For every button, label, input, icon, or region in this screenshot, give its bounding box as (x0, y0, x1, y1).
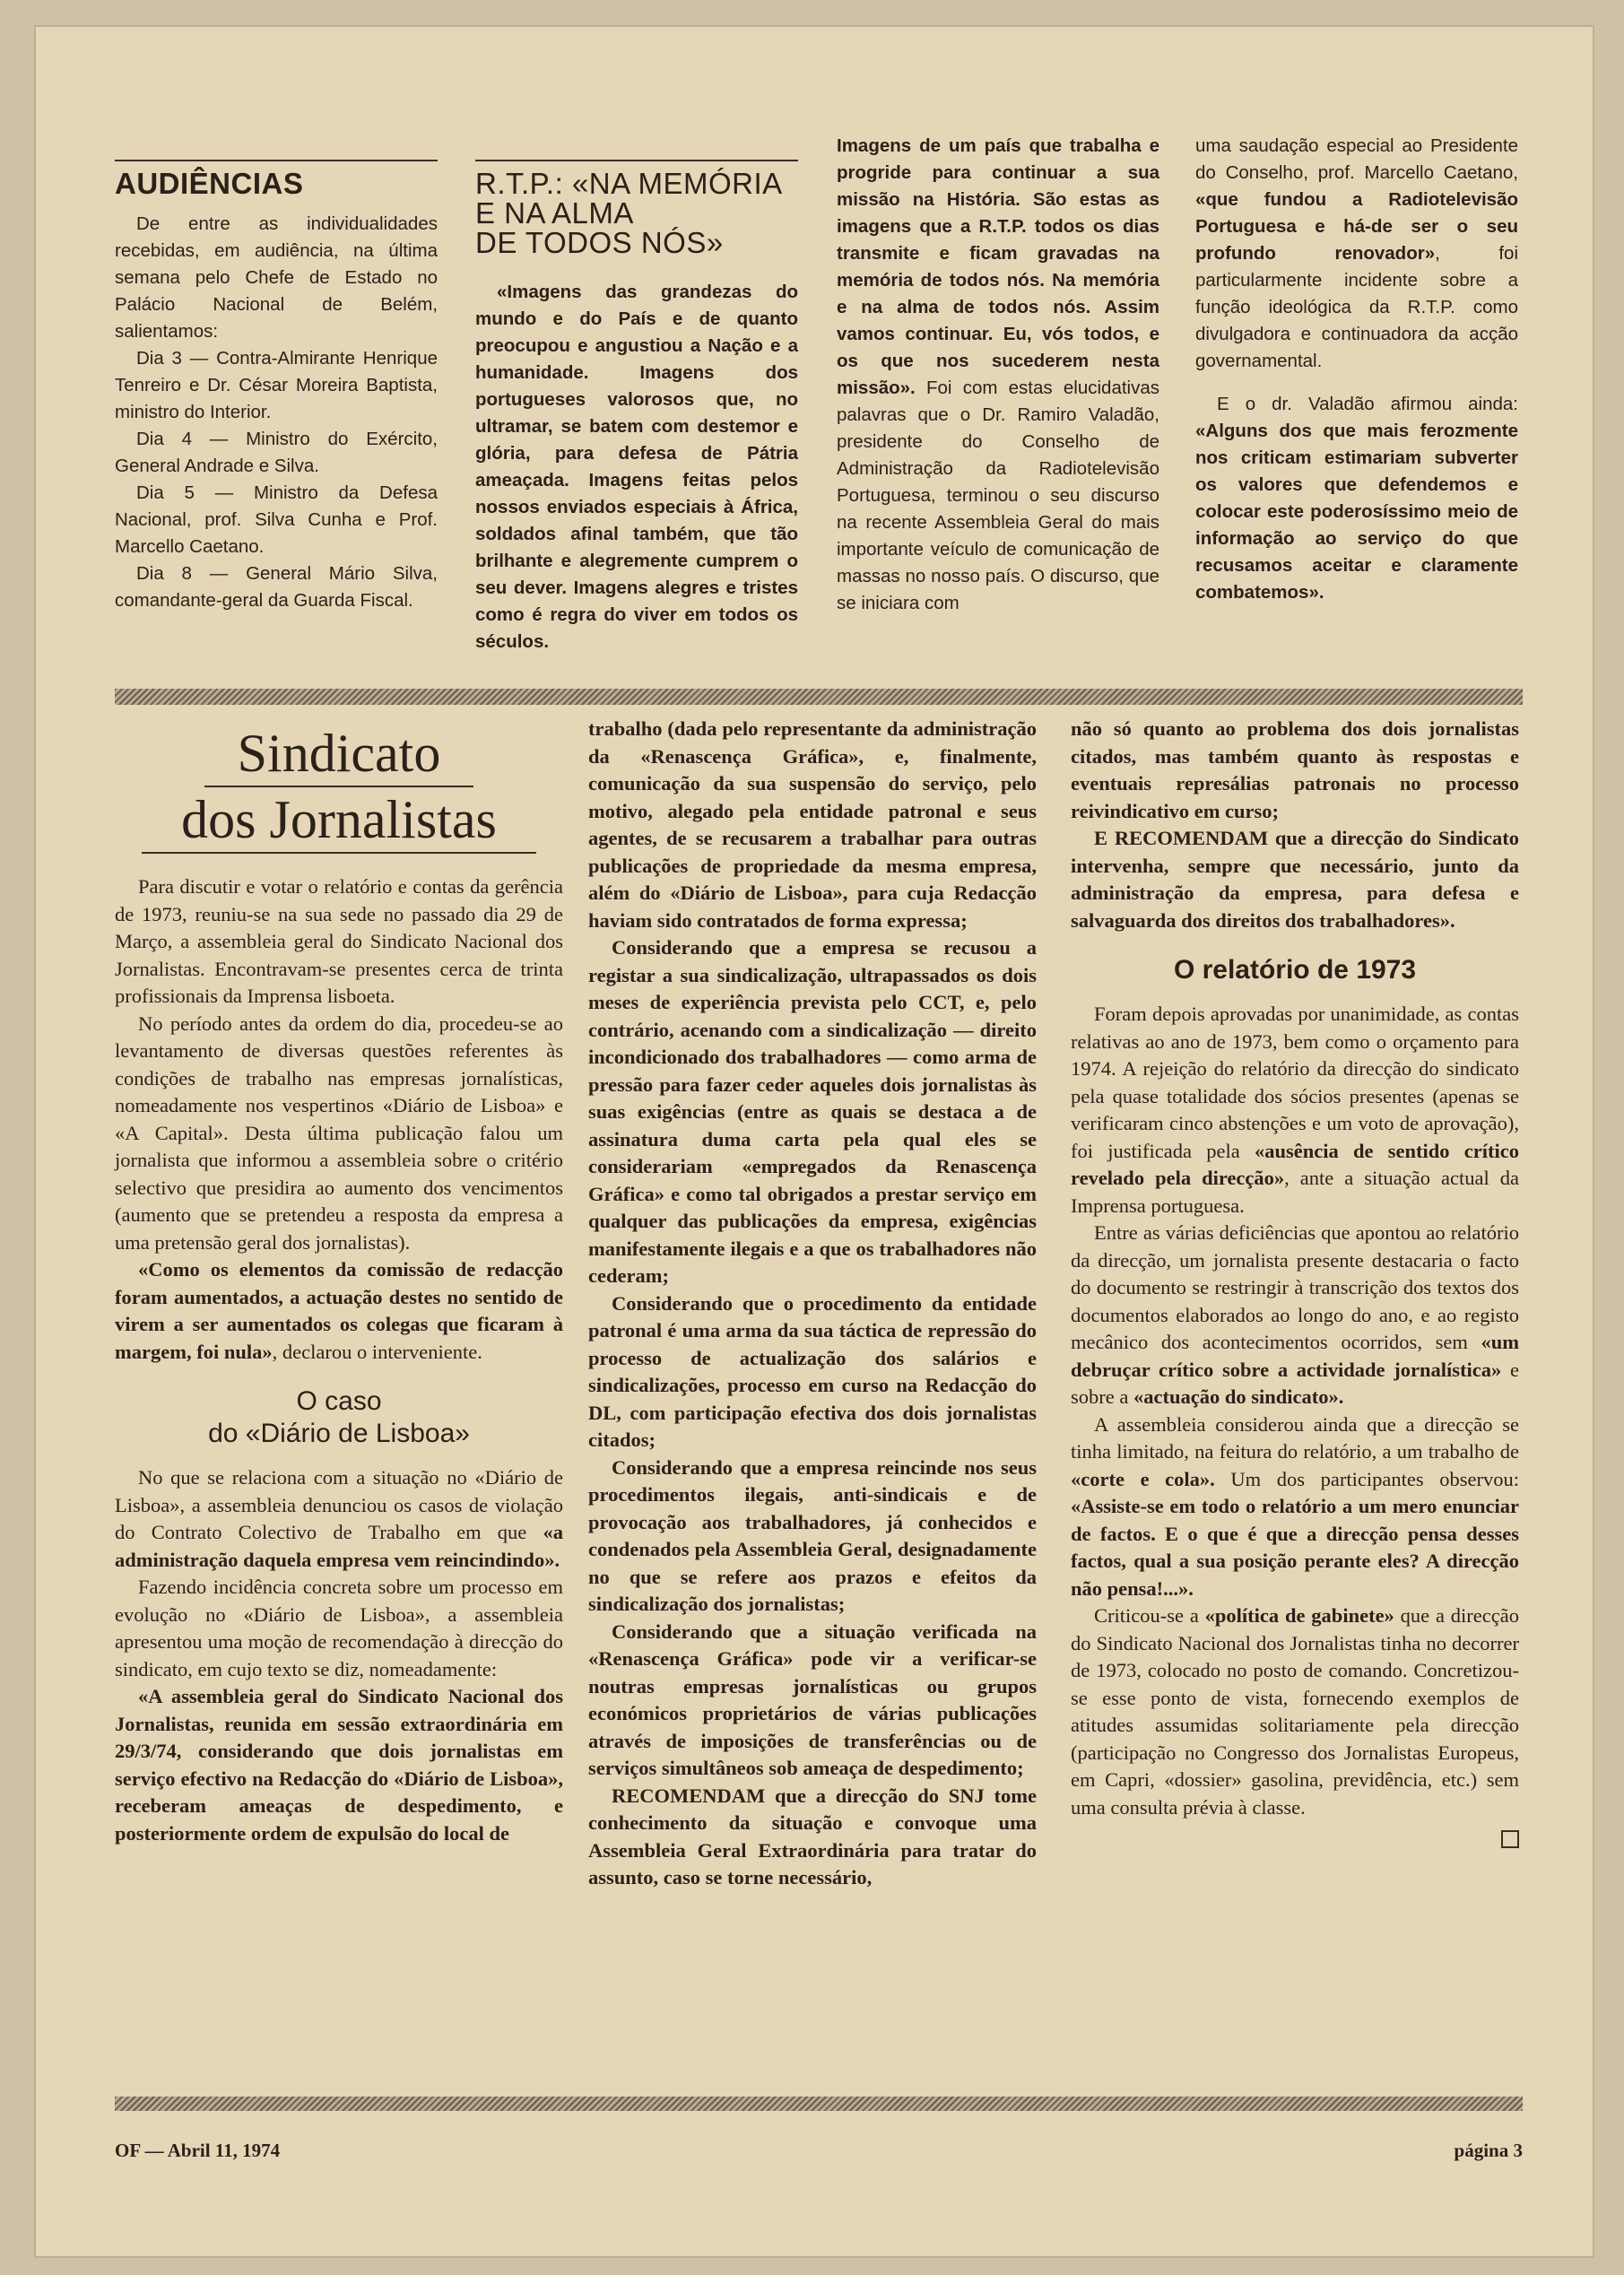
article-paragraph: Para discutir e votar o relatório e contas da gerência de 1973, reuniu-se na sua sede no passado dia 29 de Março, a assembleia geral do Sindicato Nacional dos Jornalistas. Encontravam-se presentes cerca de trinta profissionais da Imprensa lisboeta. (115, 875, 563, 1007)
footer-separator (115, 2097, 1523, 2111)
audiencias-intro: De entre as individualidades recebidas, em audiência, na última semana pelo Chefe de Estado no Palácio Nacional de Belém, salientamos: (115, 213, 438, 342)
text: que a direcção do Sindicato Nacional dos Jornalistas tinha no decorrer de 1973, colocado no posto de comando. Concretizou-se esse ponto de vista, fornecendo exemplos de atitudes assumidas solitariamente pela direcção (participação no Congresso dos Jornalistas Europeus, em Capri, «dossier» gasolina, previdência, etc.) sem uma consulta prévia à classe. (1071, 1604, 1519, 1819)
article-paragraph (115, 1256, 563, 1366)
article-paragraph (1071, 1602, 1519, 1821)
quote: «corte e cola». (1071, 1467, 1215, 1490)
title-rule (204, 786, 473, 787)
rtp-end-text: , foi particularmente incidente sobre a função ideológica da R.T.P. como divulgadora e continuadora da acção governamental. (1195, 243, 1518, 371)
rtp-end-paragraph (1195, 133, 1518, 375)
motion-text: trabalho (dada pelo representante da administração da «Renascença Gráfica», e, finalmente, comunicação da sua suspensão do serviço, pelo motivo, alegado pela entidade patronal e seus agentes, de se recusarem a trabalhar para outras publicações de propriedade da mesma empresa, além do «Diário de Lisboa», para cuja Redacção haviam sido contratados de forma expressa; (588, 717, 1037, 932)
rtp-final-paragraph (1195, 391, 1518, 606)
audiencias-heading: AUDIÊNCIAS (115, 167, 304, 200)
subhead-line: O caso (296, 1386, 382, 1416)
page-footer (115, 2140, 1523, 2166)
column-rule (475, 160, 798, 161)
text: Entre as várias deficiências que apontou ao relatório da direcção, um jornalista presente destacaria o facto do documento se restringir à transcrição dos textos dos documentos elaborados ao longo do ano, e ao registo mecânico dos acontecimentos ocorridos, sem (1071, 1221, 1519, 1353)
end-of-article-box-icon (1501, 1830, 1519, 1848)
text: Foram depois aprovadas por unanimidade, as contas relativas ao ano de 1973, bem como o orçamento para 1974. A rejeição do relatório da direcção do sindicato pela quase totalidade dos sócios presentes (apenas se verificaram cinco abstenções e um voto de aprovação), foi justificada pela (1071, 1003, 1519, 1162)
quote: «Assiste-se em todo o relatório a um mero enunciar de factos. E o que é que a direcção pensa desses factos, qual a sua posição perante eles? A direcção não pensa!...». (1071, 1495, 1519, 1600)
subhead-relatorio: O relatório de 1973 (1173, 955, 1417, 985)
issue-date: OF — Abril 11, 1974 (115, 2140, 281, 2161)
rtp-heading-line: DE TODOS NÓS» (475, 226, 724, 259)
audiencias-item: Dia 4 — Ministro do Exército, General Andrade e Silva. (115, 429, 438, 476)
column-rule (115, 160, 438, 161)
sindicato-title (115, 725, 563, 854)
quote: «a administração daquela empresa vem reincindindo». (115, 1521, 563, 1571)
article-paragraph: No período antes da ordem do dia, procedeu-se ao levantamento de diversas questões referentes às condições de trabalho nas empresas jornalísticas, nomeadamente nos vespertinos «Diário de Lisboa» e «A Capital». Desta última publicação falou um jornalista que informou a assembleia sobre o critério selectivo que presidira ao aumento dos vencimentos (aumento que se pretendeu a resposta da empresa a uma pretensão geral dos jornalistas). (115, 1012, 563, 1254)
sindicato-article (115, 717, 1523, 2088)
section-separator (115, 689, 1523, 705)
motion-text: Considerando que a empresa se recusou a registar a sua sindicalização, ultrapassados os dois meses de experiência prevista pelo CCT, e, pelo contrário, acenando com a sindicalização — direito incondicionado dos trabalhadores — como arma de pressão para fazer ceder aqueles dois jornalistas às suas exigências (entre as quais se destaca a de assinatura duma carta pela qual eles se considerariam «empregados da Renascença Gráfica» e como tal obrigados a prestar serviço em qualquer das publicações da empresa, exigências manifestamente ilegais e a que os trabalhadores não cederam; (588, 936, 1037, 1287)
page-number: página 3 (1454, 2140, 1523, 2161)
quote: «um debruçar crítico sobre a actividade jornalística» (1071, 1331, 1519, 1381)
quote: «actuação do sindicato». (1133, 1385, 1344, 1408)
rtp-continuation-text (837, 133, 1159, 617)
text: No que se relaciona com a situação no «Diário de Lisboa», a assembleia denunciou os casos de violação do Contrato Colectivo de Trabalho em que (115, 1466, 563, 1543)
text: A assembleia considerou ainda que a direcção se tinha limitado, na feitura do relatório, a um trabalho de (1071, 1412, 1519, 1463)
rtp-heading-line: R.T.P.: «NA MEMÓRIA (475, 167, 783, 200)
title-line: dos Jornalistas (181, 790, 497, 849)
title-line: Sindicato (237, 724, 441, 783)
motion-text: Considerando que o procedimento da entidade patronal é uma arma da sua táctica de repressão do processo de actualização dos salários e sindicalizações, processo em curso na Redacção do DL, com participação efectiva dos dois jornalistas citados; (588, 1291, 1037, 1451)
subhead-caso (115, 1385, 563, 1450)
rtp-quote: «Imagens das grandezas do mundo e do País e de quanto preocupou e angustiou a Nação e a humanidade. Imagens dos portugueses valorosos que, no ultramar, se batem com destemor e glória, para defesa de Pátria ameaçada. Imagens feitas pelos nossos enviados especiais à África, soldados afinal também, que tão brilhante e alegremente cumprem o seu dever. Imagens alegres e tristes como é regra do viver em todos os séculos. (475, 282, 798, 652)
motion-text: E RECOMENDAM que a direcção do Sindicato intervenha, sempre que necessário, junto da administração da empresa, para defesa e salvaguarda dos direitos dos trabalhadores». (1071, 827, 1519, 932)
page-content (115, 133, 1523, 2195)
article-paragraph (115, 1464, 563, 1574)
audiencias-item: Dia 3 — Contra-Almirante Henrique Tenreiro e Dr. César Moreira Baptista, ministro do Interior. (115, 348, 438, 422)
rtp-final-text: E o dr. Valadão afirmou ainda: (1217, 394, 1518, 414)
rtp-end-column (1195, 133, 1518, 662)
quote: «Como os elementos da comissão de redacção foram aumentados, a actuação destes no sentido de virem a ser aumentados os colegas que ficaram à margem, foi nula» (115, 1258, 563, 1363)
text: Criticou-se a (1094, 1604, 1205, 1627)
sindicato-column-3 (1071, 716, 1519, 2079)
quote: «ausência de sentido crítico revelado pela direcção» (1071, 1139, 1519, 1189)
quote: «política de gabinete» (1204, 1604, 1394, 1627)
rtp-quote-end: Imagens de um país que trabalha e progride para continuar a sua missão na História. São estas as imagens que a R.T.P. todos os dias transmite e ficam gravadas na memória de todos nós. Na memória e na alma de todos nós. Assim vamos continuar. Eu, vós todos, e os que nos sucederem nesta missão». (837, 135, 1159, 398)
title-rule (142, 852, 536, 854)
motion-text: «A assembleia geral do Sindicato Nacional dos Jornalistas, reunida em sessão extraordinária em 29/3/74, considerando que dois jornalistas em serviço efectivo na Redacção do «Diário de Lisboa», receberam ameaças de despedimento, e posteriormente ordem de expulsão do local de (115, 1685, 563, 1845)
audiencias-item: Dia 8 — General Mário Silva, comandante-geral da Guarda Fiscal. (115, 563, 438, 611)
subhead-line: do «Diário de Lisboa» (208, 1419, 470, 1448)
motion-text: não só quanto ao problema dos dois jornalistas citados, mas também quanto às respostas e eventuais represálias patronais no processo reivindicativo em curso; (1071, 717, 1519, 822)
article-paragraph: Fazendo incidência concreta sobre um processo em evolução no «Diário de Lisboa», a assembleia apresentou uma moção de recomendação à direcção do sindicato, em cujo texto se diz, nomeadamente: (115, 1576, 563, 1680)
text: , declarou o interveniente. (272, 1340, 482, 1363)
newspaper-page (34, 25, 1594, 2258)
rtp-end-text: uma saudação especial ao Presidente do Conselho, prof. Marcello Caetano, (1195, 135, 1518, 183)
motion-text: RECOMENDAM que a direcção do SNJ tome conhecimento da situação e convoque uma Assembleia Geral Extraordinária para tratar do assunto, caso se torne necessário, (588, 1784, 1037, 1889)
text: e sobre a (1071, 1358, 1519, 1408)
sindicato-column-1 (115, 725, 563, 2088)
rtp-final-quote: «Alguns dos que mais ferozmente nos criticam estimariam subverter os valores que defendemos e colocar este poderosíssimo meio de informação ao serviço do que recusamos aceitar e claramente combatemos». (1195, 421, 1518, 603)
rtp-column (475, 160, 798, 689)
audiencias-column (115, 160, 438, 689)
rtp-heading (475, 169, 798, 257)
audiencias-item: Dia 5 — Ministro da Defesa Nacional, prof. Silva Cunha e Prof. Marcello Caetano. (115, 482, 438, 557)
text: , ante a situação actual da Imprensa portuguesa. (1071, 1167, 1519, 1217)
rtp-continuation-column (837, 133, 1159, 662)
rtp-heading-line: E NA ALMA (475, 196, 634, 230)
top-section (115, 135, 1523, 689)
article-paragraph (1071, 1220, 1519, 1411)
motion-text: Considerando que a empresa reincinde nos seus procedimentos ilegais, anti-sindicais e de provocação aos trabalhadores, já conhecidos e condenados pela Assembleia Geral, designadamente no que se refere aos prazos e efeitos da sindicalização dos jornalistas; (588, 1455, 1037, 1615)
article-paragraph (1071, 1411, 1519, 1603)
motion-text: Considerando que a situação verificada na «Renascença Gráfica» pode vir a verificar-se noutras empresas jornalísticas ou grupos económicos proprietários de várias publicações através de imposições de transferências ou de serviços simultâneos sob ameaça de despedimento; (588, 1619, 1037, 1779)
sindicato-column-2 (588, 716, 1037, 2079)
article-paragraph (1071, 1001, 1519, 1220)
rtp-end-quote: «que fundou a Radiotelevisão Portuguesa e há-de ser o seu profundo renovador» (1195, 189, 1518, 264)
text: Um dos participantes observou: (1214, 1467, 1519, 1490)
rtp-speech-text: Foi com estas elucidativas palavras que o Dr. Ramiro Valadão, presidente do Conselho de Administração da Radiotelevisão Portuguesa, terminou o seu discurso na recente Assembleia Geral do mais importante veículo de comunicação de massas no nosso país. O discurso, que se iniciara com (837, 378, 1159, 613)
